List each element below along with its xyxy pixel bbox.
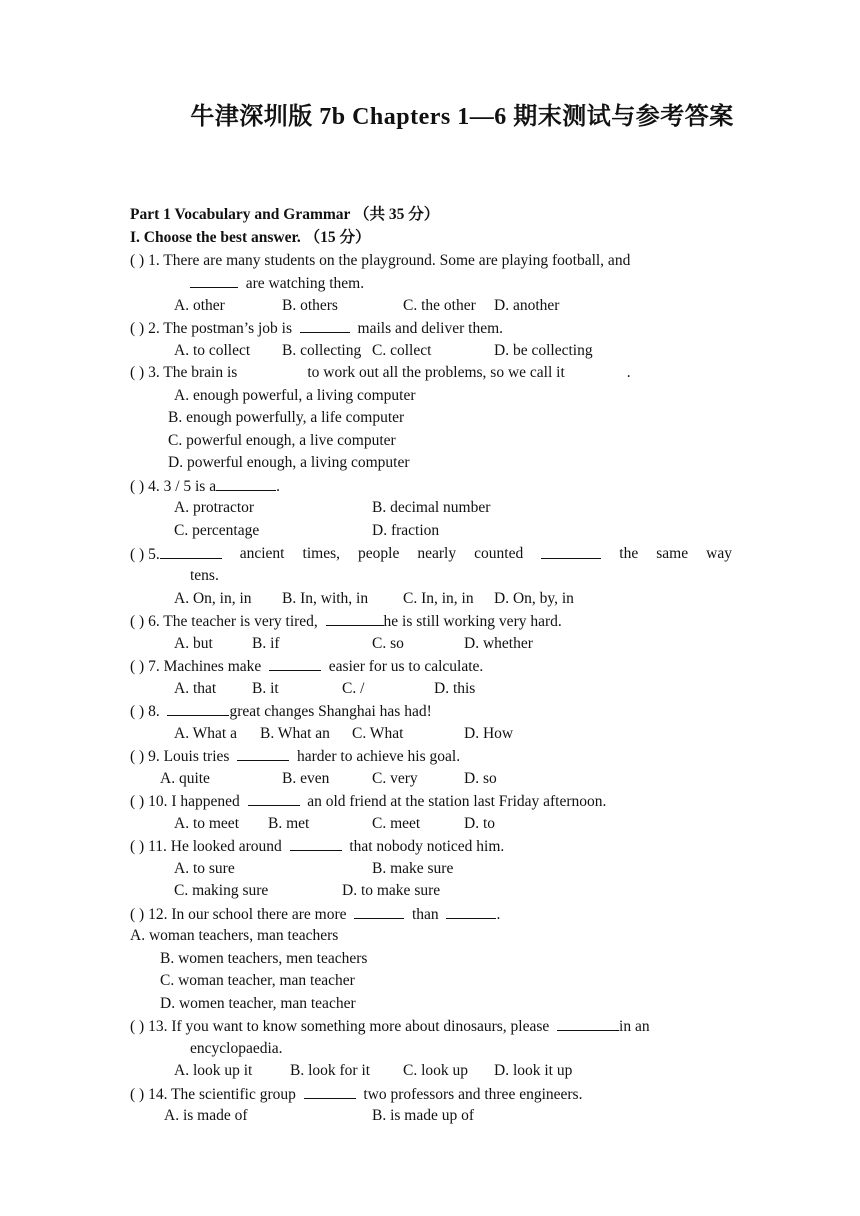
- question-13: ( ) 13. If you want to know something more about dinosaurs, please in an: [130, 1018, 650, 1035]
- answer-blank: [300, 318, 350, 333]
- option-d: D. whether: [464, 635, 533, 652]
- question-13-continued: encyclopaedia.: [190, 1040, 283, 1057]
- option-c: C. so: [372, 635, 404, 652]
- section-heading: I. Choose the best answer. （15 分）: [130, 229, 371, 246]
- part-heading: Part 1 Vocabulary and Grammar （共 35 分）: [130, 206, 440, 223]
- question-9: ( ) 9. Louis tries harder to achieve his goal.: [130, 748, 461, 765]
- option-d: D. to: [464, 815, 495, 832]
- option-c: C. the other: [403, 297, 476, 314]
- option-a: A. look up it: [174, 1062, 253, 1079]
- option-c: C. woman teacher, man teacher: [160, 972, 355, 989]
- option-b: B. What an: [260, 725, 330, 742]
- option-a: A. protractor: [174, 499, 255, 516]
- option-a: A. What a: [174, 725, 237, 742]
- question-5: ( ) 5. ancient times, people nearly counted the same way: [130, 545, 732, 563]
- answer-blank: [290, 836, 342, 851]
- question-4: ( ) 4. 3 / 5 is a .: [130, 478, 280, 495]
- answer-blank: [160, 544, 222, 559]
- option-c: C. collect: [372, 342, 432, 359]
- question-1: ( ) 1. There are many students on the playground. Some are playing football, and: [130, 252, 631, 269]
- option-a: A. other: [174, 297, 225, 314]
- option-c: C. percentage: [174, 522, 260, 539]
- option-d: D. powerful enough, a living computer: [168, 454, 410, 471]
- question-5-continued: tens.: [190, 567, 219, 584]
- option-b: B. look for it: [290, 1062, 371, 1079]
- question-8: ( ) 8. great changes Shanghai has had!: [130, 703, 432, 720]
- option-a: A. but: [174, 635, 213, 652]
- option-d: D. women teacher, man teacher: [160, 995, 356, 1012]
- option-b: B. collecting: [282, 342, 362, 359]
- question-10: ( ) 10. I happened an old friend at the station last Friday afternoon.: [130, 793, 607, 810]
- option-c: C. very: [372, 770, 418, 787]
- option-c: C. /: [342, 680, 365, 697]
- answer-blank: [446, 904, 496, 919]
- answer-blank: [190, 273, 238, 288]
- question-14: ( ) 14. The scientific group two professors and three engineers.: [130, 1086, 583, 1103]
- option-c: C. powerful enough, a live computer: [168, 432, 396, 449]
- option-b: B. In, with, in: [282, 590, 369, 607]
- question-11: ( ) 11. He looked around that nobody noticed him.: [130, 838, 505, 855]
- question-7: ( ) 7. Machines make easier for us to calculate.: [130, 658, 484, 675]
- option-c: C. meet: [372, 815, 421, 832]
- answer-blank: [557, 1016, 619, 1031]
- option-b: B. decimal number: [372, 499, 491, 516]
- option-b: B. it: [252, 680, 279, 697]
- option-d: D. look it up: [494, 1062, 573, 1079]
- option-a: A. is made of: [164, 1107, 248, 1124]
- answer-blank: [269, 656, 321, 671]
- question-2: ( ) 2. The postman’s job is mails and deliver them.: [130, 320, 504, 337]
- option-c: C. What: [352, 725, 404, 742]
- answer-blank: [304, 1084, 356, 1099]
- question-1-continued: are watching them.: [190, 273, 364, 294]
- option-a: A. to meet: [174, 815, 239, 832]
- answer-blank: [541, 544, 601, 559]
- question-12: ( ) 12. In our school there are more than .: [130, 906, 501, 923]
- answer-blank: [216, 476, 276, 491]
- option-b: B. is made up of: [372, 1107, 475, 1124]
- option-d: D. be collecting: [494, 342, 593, 359]
- option-b: B. if: [252, 635, 280, 652]
- option-b: B. others: [282, 297, 338, 314]
- option-a: A. to collect: [174, 342, 251, 359]
- option-b: B. make sure: [372, 860, 454, 877]
- question-6: ( ) 6. The teacher is very tired, he is still working very hard.: [130, 613, 562, 630]
- option-b: B. even: [282, 770, 330, 787]
- answer-blank: [237, 746, 289, 761]
- option-a: A. quite: [160, 770, 210, 787]
- option-b: B. women teachers, men teachers: [160, 950, 368, 967]
- option-d: D. How: [464, 725, 514, 742]
- option-a: A. that: [174, 680, 217, 697]
- option-b: B. enough powerfully, a life computer: [168, 409, 405, 426]
- option-a: A. On, in, in: [174, 590, 252, 607]
- option-a: A. to sure: [174, 860, 235, 877]
- option-d: D. this: [434, 680, 476, 697]
- option-c: C. In, in, in: [403, 590, 474, 607]
- answer-blank: [248, 791, 300, 806]
- option-b: B. met: [268, 815, 310, 832]
- option-d: D. another: [494, 297, 560, 314]
- answer-blank: [354, 904, 404, 919]
- option-a: A. enough powerful, a living computer: [174, 387, 416, 404]
- option-a: A. woman teachers, man teachers: [130, 927, 339, 944]
- question-3: ( ) 3. The brain is to work out all the problems, so we call it .: [130, 364, 631, 381]
- answer-blank: [326, 611, 384, 626]
- option-d: D. fraction: [372, 522, 440, 539]
- answer-blank: [167, 701, 229, 716]
- option-d: D. so: [464, 770, 497, 787]
- option-d: D. On, by, in: [494, 590, 574, 607]
- option-c: C. making sure: [174, 882, 269, 899]
- option-c: C. look up: [403, 1062, 469, 1079]
- option-d: D. to make sure: [342, 882, 441, 899]
- document-title: 牛津深圳版 7b Chapters 1—6 期末测试与参考答案: [190, 104, 734, 130]
